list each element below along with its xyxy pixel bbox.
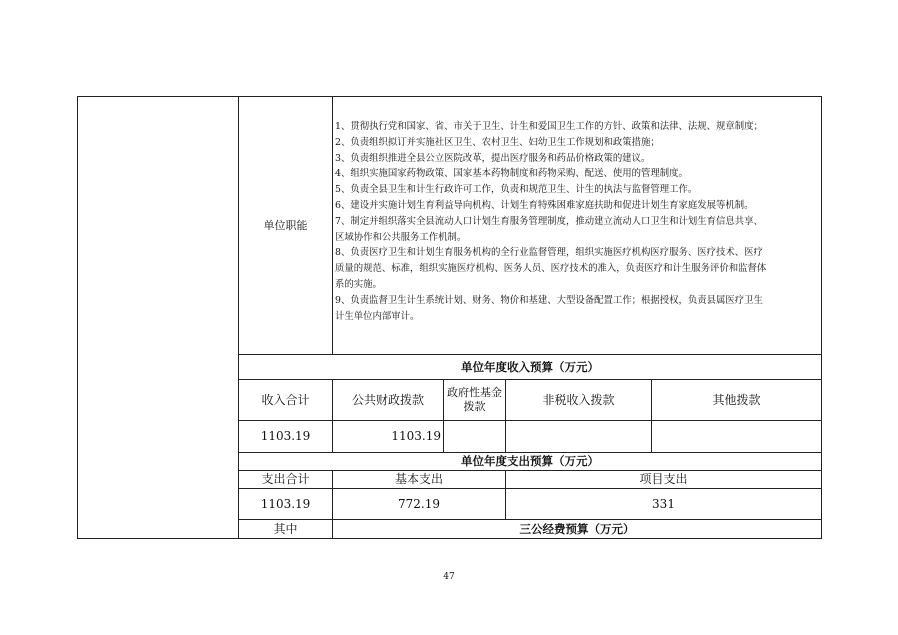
basic-expense-value: 772.19 bbox=[332, 488, 506, 520]
duty-list bbox=[332, 96, 822, 355]
duty-line: 8、负责医疗卫生和计划生育服务机构的全行业监督管理，组织实施医疗机构医疗服务、医疗技术、医疗 bbox=[335, 247, 763, 259]
duty-line: 计生单位内部审计。 bbox=[335, 310, 420, 322]
gov-fund-header bbox=[443, 379, 506, 421]
basic-expense-header: 基本支出 bbox=[332, 470, 506, 489]
project-expense-value: 331 bbox=[505, 488, 822, 520]
left-blank-column bbox=[77, 96, 239, 539]
expense-budget-title: 单位年度支出预算（万元） bbox=[238, 452, 822, 471]
public-finance-value: 1103.19 bbox=[332, 420, 444, 453]
three-public-expense-title: 三公经费预算（万元） bbox=[332, 519, 822, 539]
duty-line: 9、负责监督卫生计生系统计划、财务、物价和基建、大型设备配置工作；根据授权，负责县属医疗卫生 bbox=[335, 294, 763, 306]
page-number: 47 bbox=[443, 572, 455, 582]
among-label: 其中 bbox=[238, 519, 333, 539]
duty-line: 5、负责全县卫生和计生行政许可工作，负责和规范卫生、计生的执法与监督管理工作。 bbox=[335, 184, 698, 196]
duty-line: 区域协作和公共服务工作机制。 bbox=[335, 231, 467, 243]
duty-line: 质量的规范、标准，组织实施医疗机构、医务人员、医疗技术的准入，负责医疗和计生服务评价和监督体 bbox=[335, 263, 767, 275]
non-tax-header: 非税收入拨款 bbox=[505, 379, 652, 421]
income-total-header: 收入合计 bbox=[238, 379, 333, 421]
duty-line: 3、负责组织推进全县公立医院改革，提出医疗服务和药品价格政策的建议。 bbox=[335, 152, 651, 164]
expense-total-value: 1103.19 bbox=[238, 488, 333, 520]
duty-line: 1、贯彻执行党和国家、省、市关于卫生、计生和爱国卫生工作的方针、政策和法律、法规、规章制度； bbox=[335, 121, 763, 132]
other-funding-header: 其他拨款 bbox=[651, 379, 822, 421]
project-expense-header: 项目支出 bbox=[505, 470, 822, 489]
expense-total-header: 支出合计 bbox=[238, 470, 333, 489]
gov-fund-header-line1: 政府性基金 bbox=[447, 386, 502, 399]
gov-fund-value bbox=[443, 420, 506, 453]
duty-line: 系的实施。 bbox=[335, 278, 382, 290]
duty-line: 4、组织实施国家药物政策、国家基本药物制度和药物采购、配送、使用的管理制度。 bbox=[335, 168, 688, 180]
duty-label: 单位职能 bbox=[238, 96, 333, 355]
public-finance-header: 公共财政拨款 bbox=[332, 379, 444, 421]
other-funding-value bbox=[651, 420, 822, 453]
duty-line: 2、负责组织拟订并实施社区卫生、农村卫生、妇幼卫生工作规划和政策措施； bbox=[335, 136, 660, 148]
non-tax-value bbox=[505, 420, 652, 453]
gov-fund-header-line2: 拨款 bbox=[463, 400, 486, 413]
budget-table bbox=[77, 96, 822, 539]
duty-line: 7、制定并组织落实全县流动人口计划生育服务管理制度，推动建立流动人口卫生和计划生育信息共享、 bbox=[335, 215, 763, 227]
duty-line: 6、建设并实施计划生育利益导向机构、计划生育特殊困难家庭扶助和促进计划生育家庭发展等机制。 bbox=[335, 199, 754, 211]
income-total-value: 1103.19 bbox=[238, 420, 333, 453]
income-budget-title: 单位年度收入预算（万元） bbox=[238, 354, 822, 380]
